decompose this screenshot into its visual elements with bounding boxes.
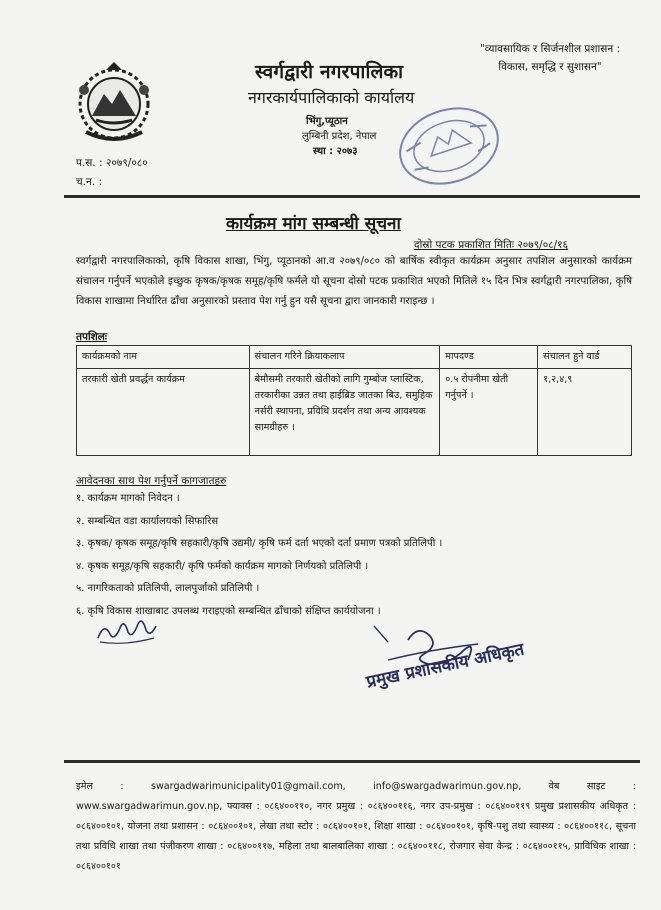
office-name: नगरकार्यपालिकाको कार्यालय (248, 88, 415, 107)
header-divider (64, 195, 640, 198)
contact-footer: इमेल : swargadwarimunicipality01@gmail.com, info@swargadwarimun.gov.np, वेब साइट : www.swargadwarimun.gov.np, फ्याक्स : ०८६४००११०, नगर प्रमुख : ०८६४००११६, नगर उप-प्रमुख : ०८६४००११९ प्रमुख प्रशासकीय अधिकृत : ०८६४००१०१, योजना तथा प्रशासन : ०८६४००१०१, लेखा तथा स्टोर : ०८६४००१०१, शिक्षा शाखा : ०८६४००१०१, कृषि-पशु तथा स्वास्थ्य : ०८६४००११८, सूचना तथा प्रविधि शाखा तथा पंजीकरण शाखा : ०८६४००११७, महिला तथा बालबालिका शाखा : ०८६४००११८, रोजगार सेवा केन्द्र : ०८६४००११५, प्राविधिक शाखा : ०८६४००१०१ (76, 781, 636, 872)
officer-title: प्रमुख प्रशासकीय अधिकृत (364, 639, 526, 693)
table-header-cell: संचालन हुने वार्ड (538, 346, 632, 369)
footer-divider (64, 760, 640, 763)
table-cell: तरकारी खेती प्रवर्द्धन कार्यक्रम (77, 369, 250, 456)
table-header-row (77, 346, 632, 369)
slogan-line-1: "व्यावसायिक र सिर्जनशील प्रशासन : (479, 43, 621, 55)
list-item: ४. कृषक समूह/कृषि सहकारी/ कृषि फर्मको कार्यक्रम मागको निर्णयको प्रतिलिपी । (76, 560, 369, 572)
officer-signature-stamp (364, 620, 528, 715)
list-item: १. कार्यक्रम मागको निवेदन । (76, 493, 180, 504)
slogan (455, 40, 645, 76)
documents-title: आवेदनका साथ पेश गर्नुपर्ने कागजातहरु (76, 475, 227, 487)
table-cell: १,२,४,९ (538, 369, 632, 456)
table-header-cell: कार्यक्रमको नाम (77, 346, 250, 369)
published-date: दोस्रो पटक प्रकाशित मितिः २०७९/०८/१६ (414, 239, 569, 251)
notice-title: कार्यक्रम मांग सम्बन्धी सूचना (226, 214, 401, 234)
office-seal-icon (393, 98, 505, 194)
table-cell: ०.५ रोपनीमा खेती गर्नुपर्ने । (440, 369, 538, 456)
dispatch-number: च.न. : (76, 176, 103, 188)
slogan-line-2: विकास, समृद्धि र सुशासन" (498, 61, 602, 73)
initial-signature-icon (94, 608, 164, 650)
table-cell: बेमौसमी तरकारी खेतीको लागि गुम्बोज प्लास्टिक, तरकारीका उन्नत तथा हाईब्रिड जातका बिउ, समुहिक नर्सरी स्थापना, प्रविधि प्रदर्शन तथा अन्य आवश्यक सामग्रीहरु । (249, 369, 440, 456)
list-item: ६. कृषि विकास शाखाबाट उपलब्ध गराइएको सम्बन्धित ढाँचाको संक्षिप्त कार्ययोजना । (76, 605, 381, 617)
table-row (77, 369, 632, 456)
municipality-name: स्वर्गद्वारी नगरपालिका (255, 61, 404, 83)
table-header-cell: संचालन गरिने क्रियाकलाप (249, 346, 440, 369)
list-item: ५. नागरिकताको प्रतिलिपी, लालपुर्जाको प्रतिलिपी । (76, 583, 260, 594)
list-item: ३. कृषक/ कृषक समूह/कृषि सहकारी/कृषि उद्यमी/ कृषि फर्म दर्ता भएको दर्ता प्रमाण पत्रको प्रतिलिपी । (76, 538, 443, 549)
reference-number: प.स. : २०७९/०८० (76, 157, 148, 169)
table-header-cell: मापदण्ड (440, 346, 538, 369)
office-province: लुम्बिनी प्रदेश, नेपाल (302, 131, 377, 142)
program-table (76, 345, 632, 456)
notice-body: स्वर्गद्वारी नगरपालिकाको, कृषि विकास शाखा, भिंगु, प्यूठानको आ.व २०७९/०८० को बार्षिक स्वीकृत कार्यक्रम अनुसार तपशिल अनुसारको कार्यक्रम संचालन गर्नुपर्ने भएकोले इच्छुक कृषक/कृषक समूह/कृषि फर्मले यो सूचना दोस्रो पटक प्रकाशित भएको मितिले १५ दिन भित्र स्वर्गद्वारी नगरपालिका, कृषि विकास शाखामा निर्धारित ढाँचा अनुसारको प्रस्ताव पेश गर्नु हुन यसै सूचना द्वारा जानकारी गराइन्छ । (76, 256, 632, 307)
documents-list (76, 488, 636, 623)
office-place: भिंगु,प्यूठान (306, 116, 348, 127)
established-year: स्था : २०७३ (313, 146, 358, 157)
nepal-emblem-icon (66, 60, 162, 146)
list-item: २. सम्बन्धित वडा कार्यालयको सिफारिस (76, 515, 219, 527)
details-label: तपशिलः (76, 331, 108, 343)
